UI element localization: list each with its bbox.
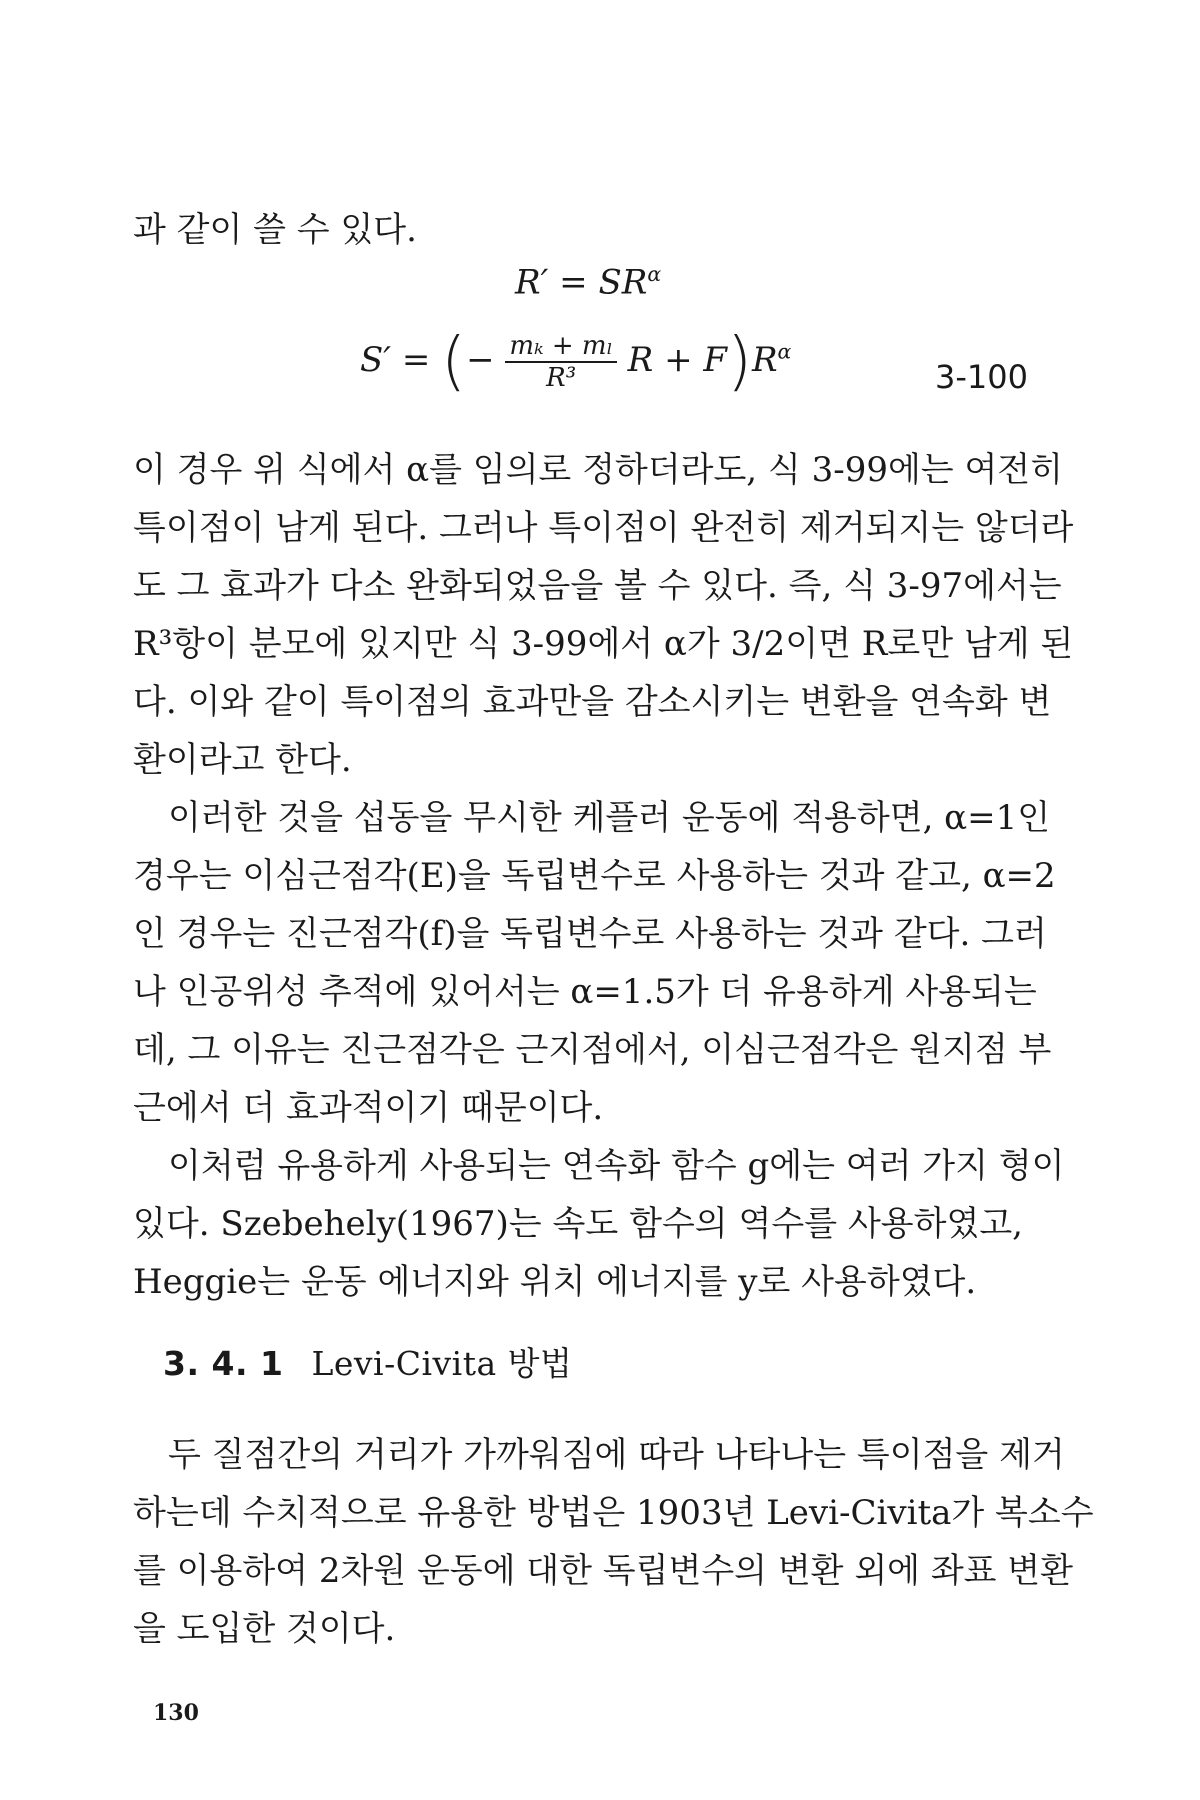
paragraph4-line-1: 두 질점간의 거리가 가까워짐에 따라 나타나는 특이점을 제거 (168, 1435, 1065, 1475)
eq2-frac-numerator: mₖ + mₗ (505, 331, 616, 363)
eq2-frac-denominator: R³ (546, 363, 577, 393)
eq2-r: R (627, 340, 654, 380)
section-title: Levi-Civita 방법 (311, 1344, 573, 1383)
section-heading (163, 1338, 572, 1385)
eq2-exponent: α (777, 339, 792, 364)
paragraph4-line-4: 을 도입한 것이다. (133, 1609, 396, 1649)
eq2-fraction (505, 331, 616, 393)
intro-line: 과 같이 쓸 수 있다. (133, 210, 417, 250)
paragraph1-line-5: 다. 이와 같이 특이점의 효과만을 감소시키는 변환을 연속화 변 (133, 682, 1052, 722)
eq2-f: F (703, 340, 727, 380)
paragraph3-line-3: Heggie는 운동 에너지와 위치 에너지를 y로 사용하였다. (133, 1262, 977, 1302)
paragraph2-line-2: 경우는 이심근점각(E)을 독립변수로 사용하는 것과 같고, α=2 (133, 856, 1056, 896)
equation-1: $R' = SR^\alpha$ (515, 262, 662, 303)
eq1-rhs-s: S (598, 262, 622, 303)
eq1-exponent: α (647, 262, 662, 286)
eq2-lhs: S′ (360, 340, 392, 380)
paragraph2-line-3: 인 경우는 진근점각(f)을 독립변수로 사용하는 것과 같다. 그러 (133, 914, 1047, 954)
paragraph2-line-1: 이러한 것을 섭동을 무시한 케플러 운동에 적용하면, α=1인 (168, 798, 1051, 838)
eq2-tail-r: R (751, 340, 778, 380)
page-number: 130 (153, 1700, 199, 1726)
paragraph4-line-2: 하는데 수치적으로 유용한 방법은 1903년 Levi-Civita가 복소수 (133, 1493, 1094, 1533)
paragraph2-line-6: 근에서 더 효과적이기 때문이다. (133, 1088, 604, 1128)
paragraph1-line-2: 특이점이 남게 된다. 그러나 특이점이 완전히 제거되지는 않더라 (133, 508, 1074, 548)
paragraph1-line-4: R³항이 분모에 있지만 식 3-99에서 α가 3/2이면 R로만 남게 된 (133, 624, 1074, 664)
paragraph1-line-6: 환이라고 한다. (133, 740, 352, 780)
paragraph3-line-2: 있다. Szebehely(1967)는 속도 함수의 역수를 사용하였고, (133, 1204, 1023, 1244)
paragraph1-line-3: 도 그 효과가 다소 완화되었음을 볼 수 있다. 즉, 식 3-97에서는 (133, 566, 1062, 606)
paragraph2-line-4: 나 인공위성 추적에 있어서는 α=1.5가 더 유용하게 사용되는 (133, 972, 1037, 1012)
paragraph1-line-1: 이 경우 위 식에서 α를 임의로 정하더라도, 식 3-99에는 여전히 (133, 450, 1063, 490)
equation-2: S′ = (− $\frac{\text{mₖ + mₗ}}{\text{R³}}$ $R + F)R^\alpha$ (360, 325, 792, 399)
equation-number: 3-100 (935, 358, 1028, 396)
eq1-rhs-r: R (621, 262, 648, 303)
eq1-lhs: R′ (515, 262, 549, 303)
section-number: 3. 4. 1 (163, 1344, 284, 1383)
paragraph2-line-5: 데, 그 이유는 진근점각은 근지점에서, 이심근점각은 원지점 부 (133, 1030, 1052, 1070)
paragraph3-line-1: 이처럼 유용하게 사용되는 연속화 함수 g에는 여러 가지 형이 (168, 1146, 1065, 1186)
paragraph4-line-3: 를 이용하여 2차원 운동에 대한 독립변수의 변환 외에 좌표 변환 (133, 1551, 1073, 1591)
